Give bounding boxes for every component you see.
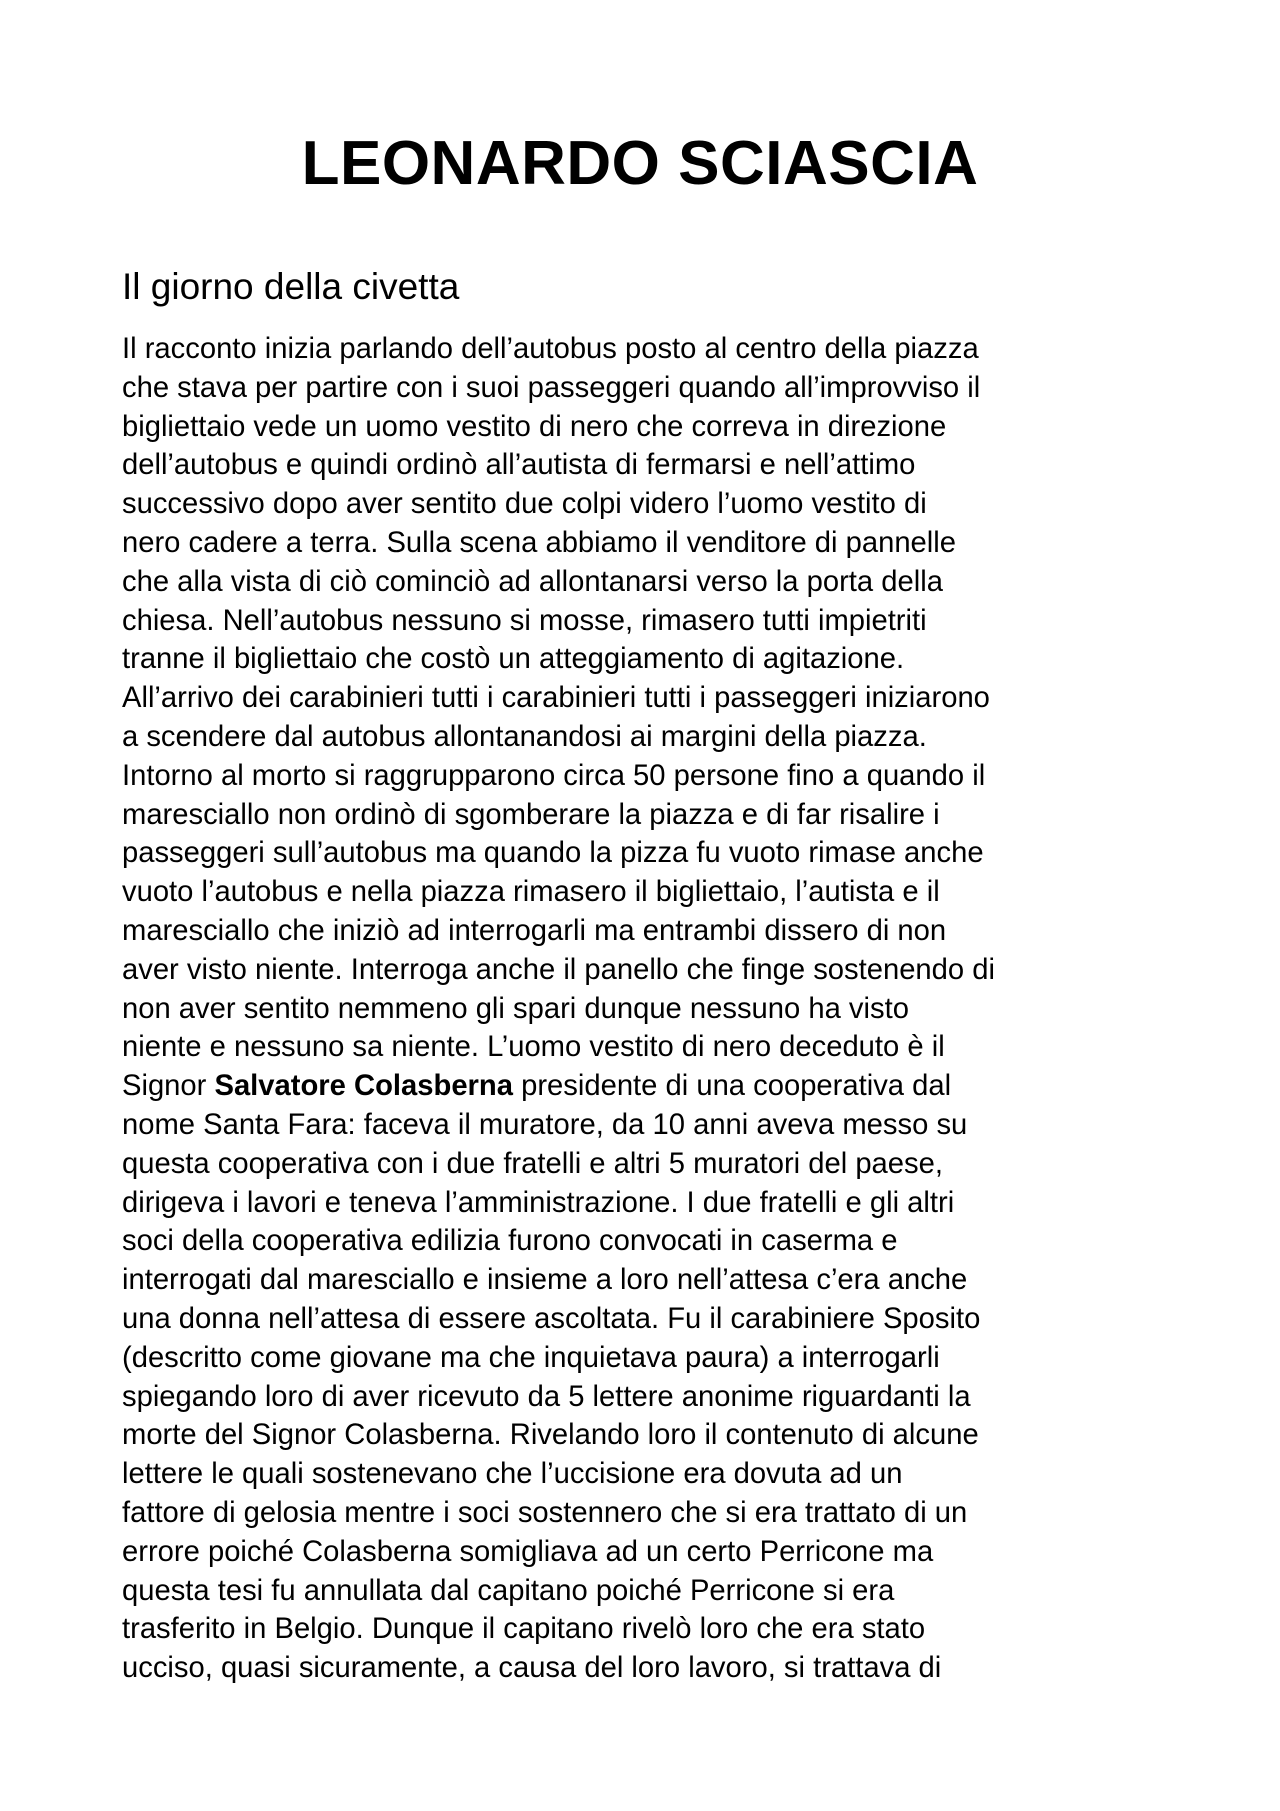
text-line: trasferito in Belgio. Dunque il capitano rivelò loro che era stato [122, 1613, 926, 1646]
section-heading: Il giorno della civetta [122, 266, 460, 307]
text-line: maresciallo non ordinò di sgomberare la piazza e di far risalire i [122, 798, 940, 831]
text-line: morte del Signor Colasberna. Rivelando loro il contenuto di alcune [122, 1419, 979, 1452]
text-line: aver visto niente. Interroga anche il panello che finge sostenendo di [122, 953, 995, 986]
text-line: lettere le quali sostenevano che l’uccisione era dovuta ad un [122, 1458, 903, 1491]
text-line: soci della cooperativa edilizia furono convocati in caserma e [122, 1225, 898, 1258]
text-line: chiesa. Nell’autobus nessuno si mosse, rimasero tutti impietriti [122, 604, 927, 637]
text-line: dell’autobus e quindi ordinò all’autista di fermarsi e nell’attimo [122, 449, 916, 482]
text-line: bigliettaio vede un uomo vestito di nero che correva in direzione [122, 410, 947, 443]
text-line: nome Santa Fara: faceva il muratore, da 10 anni aveva messo su [122, 1108, 968, 1141]
bold-name: Salvatore Colasberna [214, 1070, 513, 1103]
text-line: una donna nell’attesa di essere ascoltata. Fu il carabiniere Sposito [122, 1302, 981, 1335]
text-line: (descritto come giovane ma che inquietava paura) a interrogarli [122, 1341, 940, 1374]
document-title: LEONARDO SCIASCIA [301, 129, 979, 198]
text-line: Intorno al morto si raggrupparono circa 50 persone fino a quando il [122, 759, 986, 792]
text-line: spiegando loro di aver ricevuto da 5 lettere anonime riguardanti la [122, 1380, 971, 1413]
text-line: vuoto l’autobus e nella piazza rimasero il bigliettaio, l’autista e il [122, 876, 940, 909]
text-line: ucciso, quasi sicuramente, a causa del loro lavoro, si trattava di [122, 1652, 942, 1685]
text-line: a scendere dal autobus allontanandosi ai margini della piazza. [122, 720, 927, 753]
text-line: successivo dopo aver sentito due colpi videro l’uomo vestito di [122, 488, 927, 521]
text-line: errore poiché Colasberna somigliava ad un certo Perricone ma [122, 1535, 934, 1568]
body-paragraph [122, 330, 1172, 1688]
text-line: questa tesi fu annullata dal capitano poiché Perricone si era [122, 1574, 895, 1607]
text-line: tranne il bigliettaio che costò un atteggiamento di agitazione. [122, 643, 905, 676]
text-line [122, 1067, 1172, 1106]
text-line: All’arrivo dei carabinieri tutti i carabinieri tutti i passeggeri iniziarono [122, 682, 990, 715]
text-line: maresciallo che iniziò ad interrogarli ma entrambi dissero di non [122, 914, 947, 947]
text-line: dirigeva i lavori e teneva l’amministrazione. I due fratelli e gli altri [122, 1186, 955, 1219]
text-line: che alla vista di ciò cominciò ad allontanarsi verso la porta della [122, 565, 943, 598]
text-line: passeggeri sull’autobus ma quando la pizza fu vuoto rimase anche [122, 837, 984, 870]
text-line: questa cooperativa con i due fratelli e altri 5 muratori del paese, [122, 1147, 943, 1180]
text-line: non aver sentito nemmeno gli spari dunque nessuno ha visto [122, 992, 909, 1025]
text-line: fattore di gelosia mentre i soci sostennero che si era trattato di un [122, 1496, 968, 1529]
text-line: nero cadere a terra. Sulla scena abbiamo il venditore di pannelle [122, 526, 956, 559]
text-segment: presidente di una cooperativa dal [512, 1070, 952, 1103]
text-segment: Signor [122, 1070, 215, 1103]
text-line: che stava per partire con i suoi passeggeri quando all’improvviso il [122, 371, 981, 404]
text-line: Il racconto inizia parlando dell’autobus posto al centro della piazza [122, 333, 979, 365]
text-line: interrogati dal maresciallo e insieme a loro nell’attesa c’era anche [122, 1264, 968, 1297]
text-line: niente e nessuno sa niente. L’uomo vestito di nero deceduto è il [122, 1031, 945, 1064]
